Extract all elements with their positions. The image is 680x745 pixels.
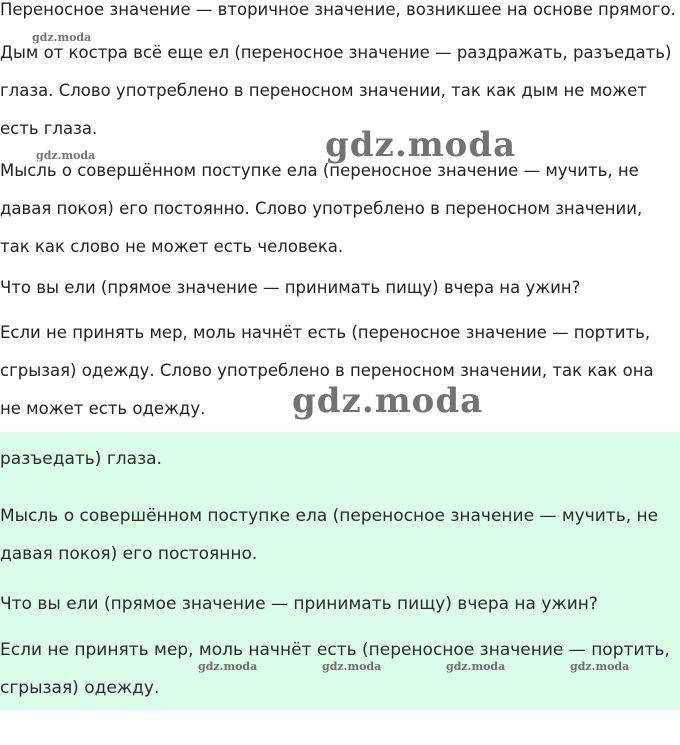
paragraph-definition: Переносное значение — вторичное значение, возникшее на основе прямого.: [0, 0, 676, 19]
paragraph-smoke-repeat: разъедать) глаза.: [0, 449, 162, 469]
watermark-small: gdz.moda: [570, 660, 630, 673]
watermark-small: gdz.moda: [446, 660, 506, 673]
paragraph-dinner-repeat: Что вы ели (прямое значение — принимать пищу) вчера на ужин?: [0, 594, 598, 614]
watermark-large: gdz.moda: [325, 125, 517, 165]
paragraph-dinner: Что вы ели (прямое значение — принимать пищу) вчера на ужин?: [0, 278, 581, 297]
paragraph-smoke: Дым от костра всё еще ел (переносное значение — раздражать, разъедать) глаза. Слово употреблено в переносном значении, так как дым не может есть глаза.: [0, 43, 672, 138]
watermark-small: gdz.moda: [32, 31, 92, 44]
paragraph-moth-repeat: Если не принять мер, моль начнёт есть (переносное значение — портить, сгрызая) одежду.: [0, 640, 670, 698]
watermark-small: gdz.moda: [322, 660, 382, 673]
paragraph-thought: Мысль о совершённом поступке ела (переносное значение — мучить, не давая покоя) его постоянно. Слово употреблено в переносном значении, так как слово не может есть человека.: [0, 161, 643, 256]
watermark-small: gdz.moda: [198, 660, 258, 673]
watermark-small: gdz.moda: [36, 149, 96, 162]
paragraph-moth: Если не принять мер, моль начнёт есть (переносное значение — портить, сгрызая) одежду. Слово употреблено в переносном значении, так как она не может есть одежду.: [0, 323, 654, 418]
watermark-large: gdz.moda: [292, 381, 484, 421]
paragraph-thought-repeat: Мысль о совершённом поступке ела (переносное значение — мучить, не давая покоя) его постоянно.: [0, 506, 659, 564]
